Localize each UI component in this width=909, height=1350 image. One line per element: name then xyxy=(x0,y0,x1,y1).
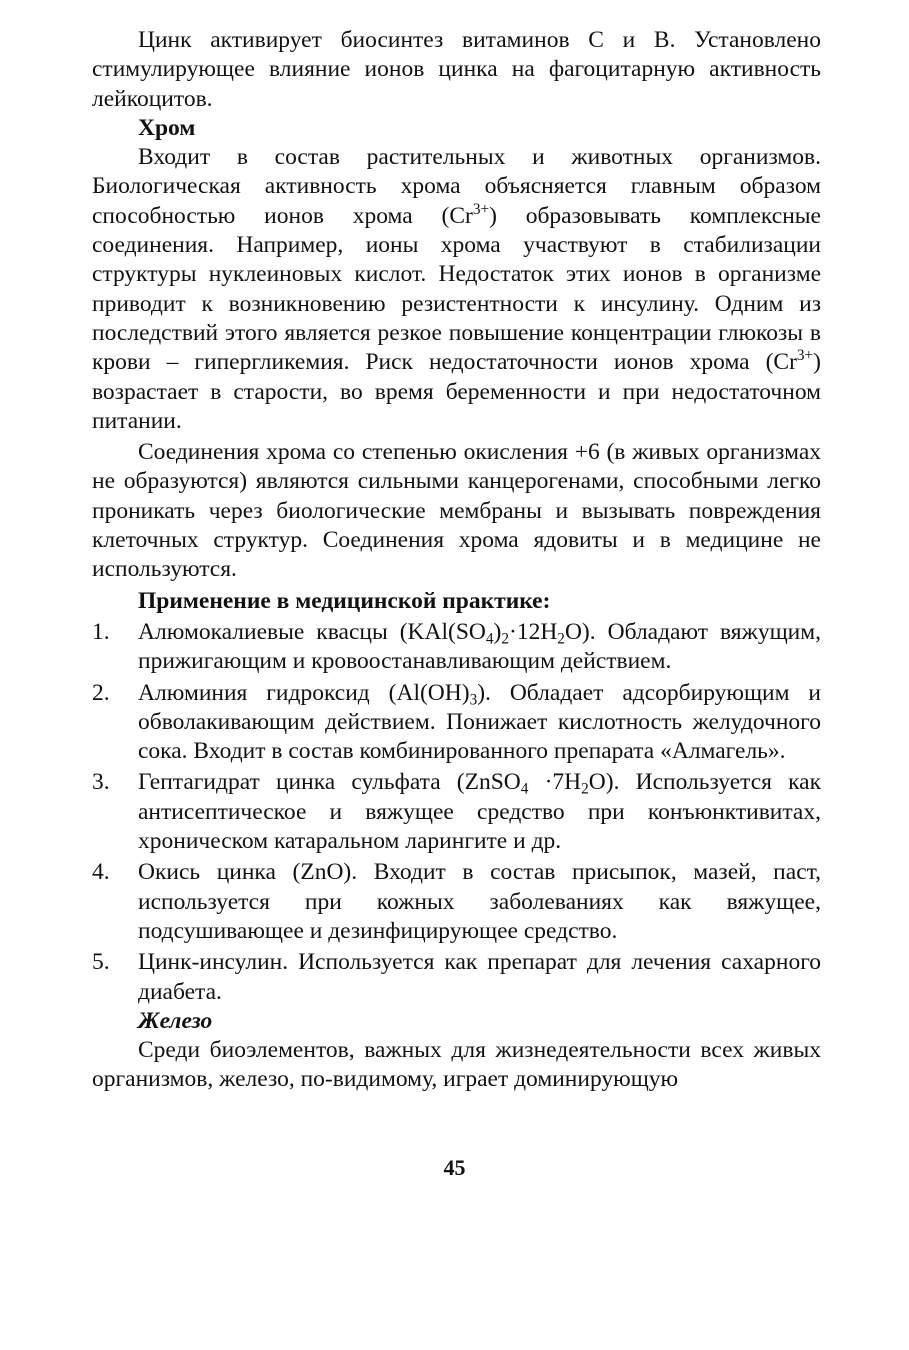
subscript: 2 xyxy=(501,630,509,648)
subscript: 3 xyxy=(469,691,478,709)
list-number: 4. xyxy=(92,859,110,886)
text-span: Алюмокалиевые квасцы (KAl(SO xyxy=(138,618,486,645)
text-span: ) образовывать комплексные соединения. Например, ионы хрома участвуют в стабилизации структуры нуклеиновых кислот. Недостаток этих ионов в организме приводит к возникновению резистентности к инсулину. Одним из последствий этого является резкое повышение концентрации глюкозы в крови – гипергликемия. Риск недостаточности ионов хрома (Cr xyxy=(92,202,821,376)
iron-paragraph: Среди биоэлементов, важных для жизнедеятельности всех живых организмов, железо, по-видимому, играет доминирующую xyxy=(92,1037,821,1093)
list-item xyxy=(92,618,821,677)
text-span: Окись цинка (ZnO). Входит в состав присыпок, мазей, паст, используется при кожных заболеваниях как вяжущее, подсушивающее и дезинфицирующее средство. xyxy=(138,859,821,944)
page-number: 45 xyxy=(443,1155,466,1180)
chrome-paragraph-1 xyxy=(92,143,821,436)
list-number: 1. xyxy=(92,618,110,645)
text-span: Гептагидрат цинка сульфата (ZnSO xyxy=(138,769,521,796)
text-span: ·7H xyxy=(528,769,582,796)
chrome-heading: Хром xyxy=(138,114,196,141)
text-span: ). Обладает адсорбирующим и обволакивающим действием. Понижает кислотность желудочного сока. Входит в состав комбинированного препарата «Алмагель». xyxy=(138,679,821,765)
subscript: 4 xyxy=(485,630,494,648)
text-span: ) возрастает в старости, во время беременности и при недостаточном питании. xyxy=(92,349,821,434)
text-span: ) xyxy=(493,618,502,645)
subscript: 2 xyxy=(557,630,565,648)
list-number: 2. xyxy=(92,679,110,706)
list-item xyxy=(92,679,821,767)
list-item xyxy=(92,858,821,946)
medical-use-list xyxy=(92,618,821,1007)
text-span: Входит в состав растительных и животных организмов. Биологическая активность хрома объясняется главным образом способностью ионов хрома (Cr xyxy=(92,144,821,229)
chrome-paragraph-2: Соединения хрома со степенью окисления +6 (в живых организмах не образуются) являются сильными канцерогенами, способными легко проникать через биологические мембраны и вызывать повреждения клеточных структур. Соединения хрома ядовиты и в медицине не используются. xyxy=(92,439,821,583)
list-item xyxy=(92,768,821,856)
text-span: Алюминия гидроксид (Al(OH) xyxy=(138,679,470,706)
zinc-paragraph: Цинк активирует биосинтез витаминов С и В. Установлено стимулирующее влияние ионов цинка на фагоцитарную активность лейкоцитов. xyxy=(92,27,821,112)
list-item xyxy=(92,948,821,1007)
text-span: ·12H xyxy=(509,618,558,645)
list-number: 5. xyxy=(92,949,110,976)
iron-heading: Железо xyxy=(138,1007,213,1034)
medical-use-heading: Применение в медицинской практике: xyxy=(138,587,551,614)
text-span: O). Используется как антисептическое и вяжущее средство при конъюнктивитах, хроническом катаральном ларингите и др. xyxy=(138,769,821,855)
superscript: 3+ xyxy=(796,347,814,365)
subscript: 4 xyxy=(520,781,529,798)
text-span: O). Обладают вяжущим, прижигающим и кровоостанавливающим действием. xyxy=(138,618,821,675)
text-span: Цинк-инсулин. Используется как препарат для лечения сахарного диабета. xyxy=(138,949,821,1005)
list-number: 3. xyxy=(92,769,110,796)
superscript: 3+ xyxy=(472,200,490,218)
subscript: 2 xyxy=(581,781,589,798)
